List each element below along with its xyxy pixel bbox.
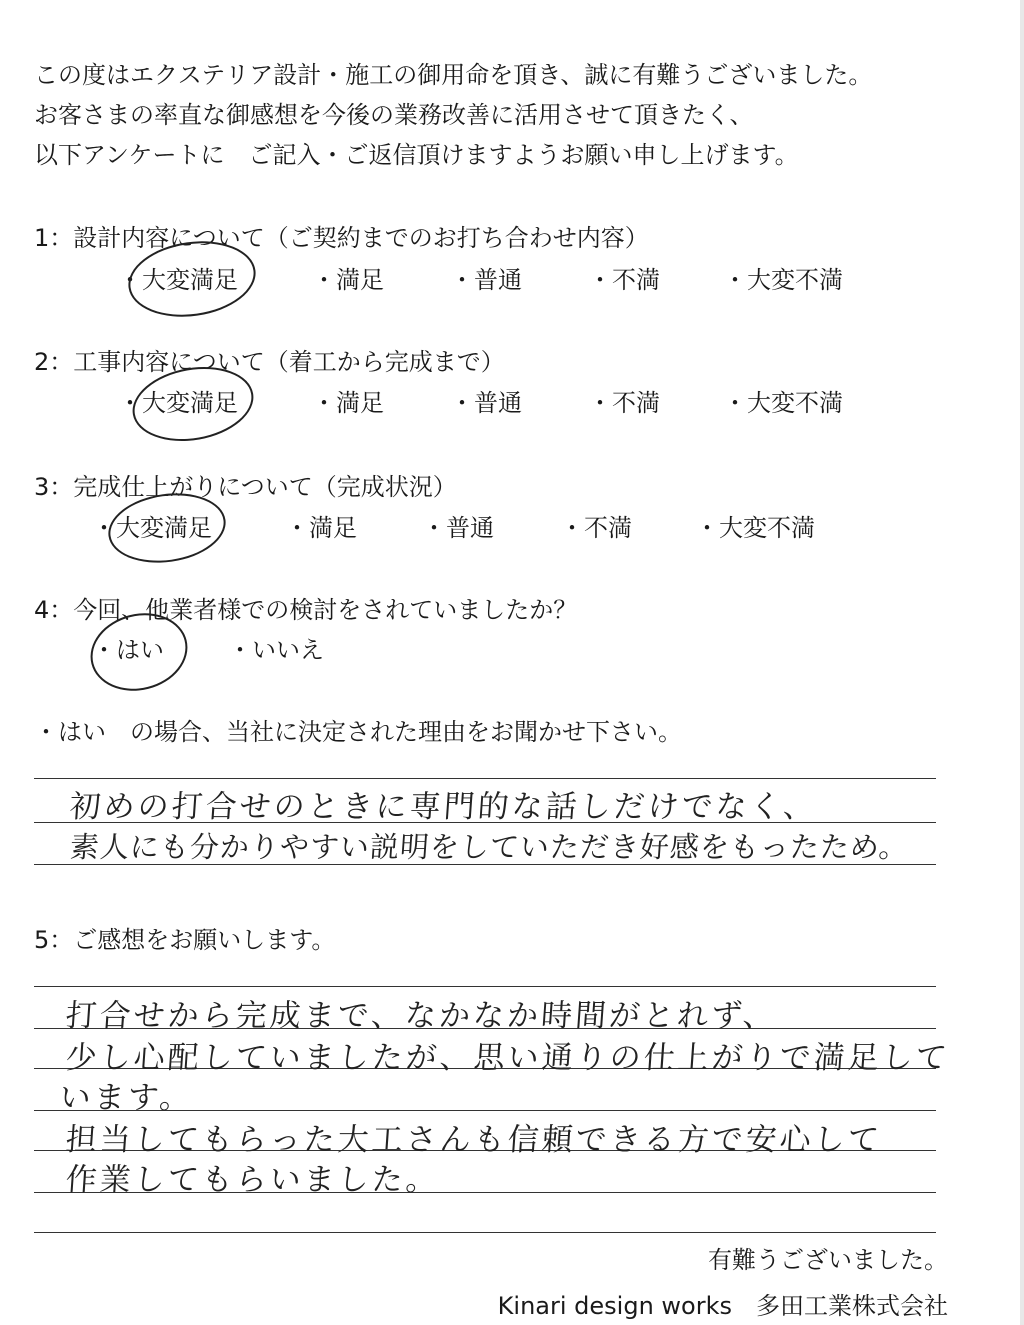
- scan-edge-shadow: [1020, 0, 1024, 1325]
- intro-line-3: 以下アンケートに ご記入・ご返信頂けますようお願い申し上げます。: [34, 141, 799, 169]
- q3-option-very-dissatisfied: ・大変不満: [695, 514, 815, 542]
- q4-option-yes: ・はい: [92, 636, 164, 664]
- reason-handwritten-line-1: 初めの打合せのときに専門的な話しだけでなく、: [68, 789, 819, 825]
- q1-option-normal: ・普通: [450, 266, 522, 294]
- thanks-text: 有難うございました。: [708, 1246, 948, 1274]
- comment-handwritten-line-2: 少し心配していましたが、思い通りの仕上がりで満足して: [64, 1040, 952, 1076]
- comment-handwritten-line-1: 打合せから完成まで、なかなか時間がとれず、: [64, 998, 778, 1034]
- q2-option-very-dissatisfied: ・大変不満: [723, 389, 843, 417]
- intro-line-1: この度はエクステリア設計・施工の御用命を頂き、誠に有難うございました。: [34, 61, 873, 89]
- reason-handwritten-line-2: 素人にも分かりやすい説明をしていただき好感をもったため。: [68, 830, 910, 864]
- q3-option-very-satisfied: ・大変満足: [92, 514, 212, 542]
- question-1-label: 1：設計内容について（ご契約までのお打ち合わせ内容）: [34, 224, 649, 252]
- intro-line-2: お客さまの率直な御感想を今後の業務改善に活用させて頂きたく、: [34, 101, 754, 129]
- question-3-label: 3：完成仕上がりについて（完成状況）: [34, 473, 457, 501]
- q3-option-dissatisfied: ・不満: [560, 514, 632, 542]
- comment-handwritten-line-4: 担当してもらった大工さんも信頼できる方で安心して: [64, 1122, 884, 1158]
- comment-handwritten-line-3: います。: [58, 1080, 195, 1116]
- company-name: Kinari design works 多田工業株式会社: [497, 1292, 948, 1320]
- q2-option-satisfied: ・満足: [312, 389, 384, 417]
- answer-rule: [34, 986, 936, 987]
- q1-option-satisfied: ・満足: [312, 266, 384, 294]
- reason-prompt: ・はい の場合、当社に決定された理由をお聞かせ下さい。: [34, 718, 682, 746]
- q1-option-dissatisfied: ・不満: [588, 266, 660, 294]
- q4-option-no: ・いいえ: [228, 636, 324, 664]
- question-2-label: 2：工事内容について（着工から完成まで）: [34, 348, 505, 376]
- q2-option-very-satisfied: ・大変満足: [118, 389, 238, 417]
- q1-option-very-dissatisfied: ・大変不満: [723, 266, 843, 294]
- q1-option-very-satisfied: ・大変満足: [118, 266, 238, 294]
- q2-option-dissatisfied: ・不満: [588, 389, 660, 417]
- q3-option-normal: ・普通: [422, 514, 494, 542]
- question-5-label: 5：ご感想をお願いします。: [34, 926, 336, 954]
- comment-handwritten-line-5: 作業してもらいました。: [64, 1162, 442, 1198]
- q3-option-satisfied: ・満足: [285, 514, 357, 542]
- answer-rule: [34, 1232, 936, 1233]
- answer-rule: [34, 778, 936, 779]
- question-4-label: 4：今回、他業者様での検討をされていましたか？: [34, 596, 578, 624]
- q2-option-normal: ・普通: [450, 389, 522, 417]
